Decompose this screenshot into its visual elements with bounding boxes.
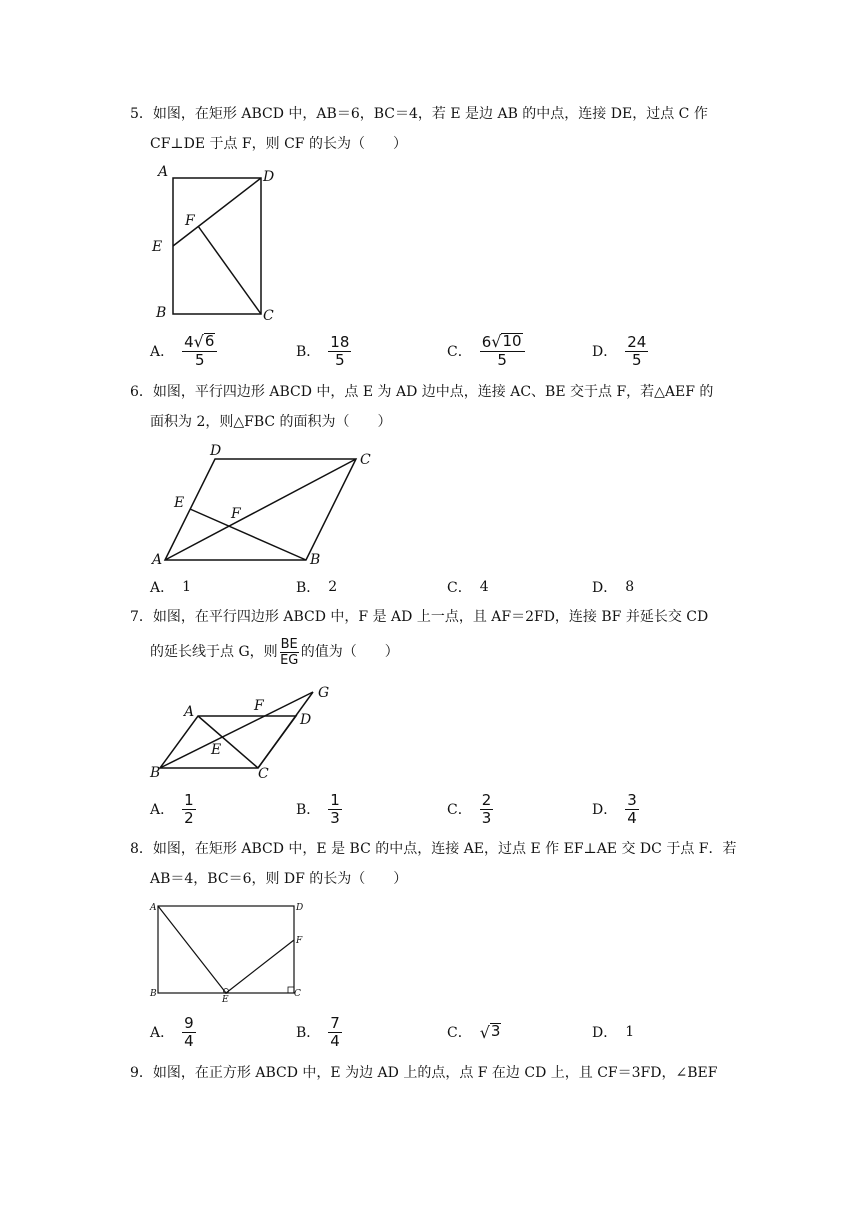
option-c[interactable]: C． 6 √ 10 5 [447,331,525,371]
question-8-line-2: AB＝4，BC＝6，则 DF 的长为（ ） [150,871,408,887]
question-number: 7． [130,609,153,625]
figure-q5-rectangle [148,162,288,327]
label-C: C [263,308,274,324]
options-q8 [150,1012,750,1052]
question-number: 8． [130,841,153,857]
ratio-fraction: $\frac{BE}{EG}$ [280,636,299,668]
option-b[interactable]: B． $\frac{7}{4}$ [296,1013,340,1050]
label-D: D [263,169,275,185]
label-B: B [156,305,167,321]
option-c[interactable]: C． $\frac{2}{3}$ [447,790,492,827]
label-F: F [185,213,195,229]
label-F: F [231,506,241,522]
option-a[interactable]: A． 4 √ 6 5 [150,331,217,371]
label-B: B [150,765,161,781]
options-q6 [150,567,750,607]
label-B: B [150,989,157,999]
option-d[interactable]: D． 1 [592,1024,635,1041]
question-5-line-2: CF⊥DE 于点 F，则 CF 的长为（ ） [150,136,407,152]
label-A: A [184,704,195,720]
figure-q7-parallelogram [148,682,348,784]
question-number: 6． [130,384,153,400]
question-8 [130,834,740,864]
label-A: A [152,552,163,568]
label-D: D [300,712,312,728]
label-G: G [318,685,330,701]
label-C: C [258,766,269,782]
figure-q6-parallelogram [148,440,388,570]
label-C: C [360,452,371,468]
option-d[interactable]: D． 8 [592,579,635,596]
option-a[interactable]: A． 1 [150,579,192,596]
label-E: E [222,995,229,1005]
option-b[interactable]: B． $\frac{18}{5}$ [296,332,350,369]
label-D: D [210,443,222,459]
label-E: E [152,239,163,255]
option-d[interactable]: D． $\frac{24}{5}$ [592,332,647,369]
question-6 [130,377,740,407]
option-c[interactable]: C． 4 [447,579,489,596]
question-9 [130,1058,740,1088]
label-B: B [310,552,321,568]
label-A: A [158,164,169,180]
question-text-line-1: 如图，在正方形 ABCD 中，E 为边 AD 上的点，点 F 在边 CD 上，且 CF＝3FD，∠BEF [152,1065,718,1081]
label-F: F [296,936,303,946]
question-7-line-2: 的延长线于点 G，则 $\frac{BE}{EG}$ 的值为（ ） [150,636,399,668]
question-text-line-1: 如图，在矩形 ABCD 中，E 是 BC 的中点，连接 AE，过点 E 作 EF⊥AE 交 DC 于点 F．若 [152,841,737,857]
question-5 [130,99,740,129]
label-C: C [294,989,301,999]
label-E: E [211,742,222,758]
question-text-line-1: 如图，在矩形 ABCD 中，AB＝6，BC＝4，若 E 是边 AB 的中点，连接 DE，过点 C 作 [152,106,708,122]
label-D: D [296,903,304,913]
option-d[interactable]: D． $\frac{3}{4}$ [592,790,637,827]
label-F: F [254,698,264,714]
option-b[interactable]: B． 2 [296,579,338,596]
options-q5 [150,331,750,371]
question-number: 9． [130,1065,153,1081]
question-number: 5． [130,106,153,122]
label-E: E [174,495,185,511]
figure-q8-rectangle [148,898,318,1008]
question-text-line-1: 如图，平行四边形 ABCD 中，点 E 为 AD 边中点，连接 AC、BE 交于点 F，若△AEF 的 [152,384,714,400]
option-c[interactable]: C． √ 3 [447,1021,501,1042]
question-6-line-2: 面积为 2，则△FBC 的面积为（ ） [150,414,392,430]
question-text-line-1: 如图，在平行四边形 ABCD 中，F 是 AD 上一点，且 AF＝2FD，连接 BF 并延长交 CD [152,609,709,625]
question-7 [130,602,740,632]
option-b[interactable]: B． $\frac{1}{3}$ [296,790,340,827]
option-a[interactable]: A． $\frac{9}{4}$ [150,1013,194,1050]
label-A: A [150,903,157,913]
option-a[interactable]: A． $\frac{1}{2}$ [150,790,194,827]
options-q7 [150,789,750,829]
